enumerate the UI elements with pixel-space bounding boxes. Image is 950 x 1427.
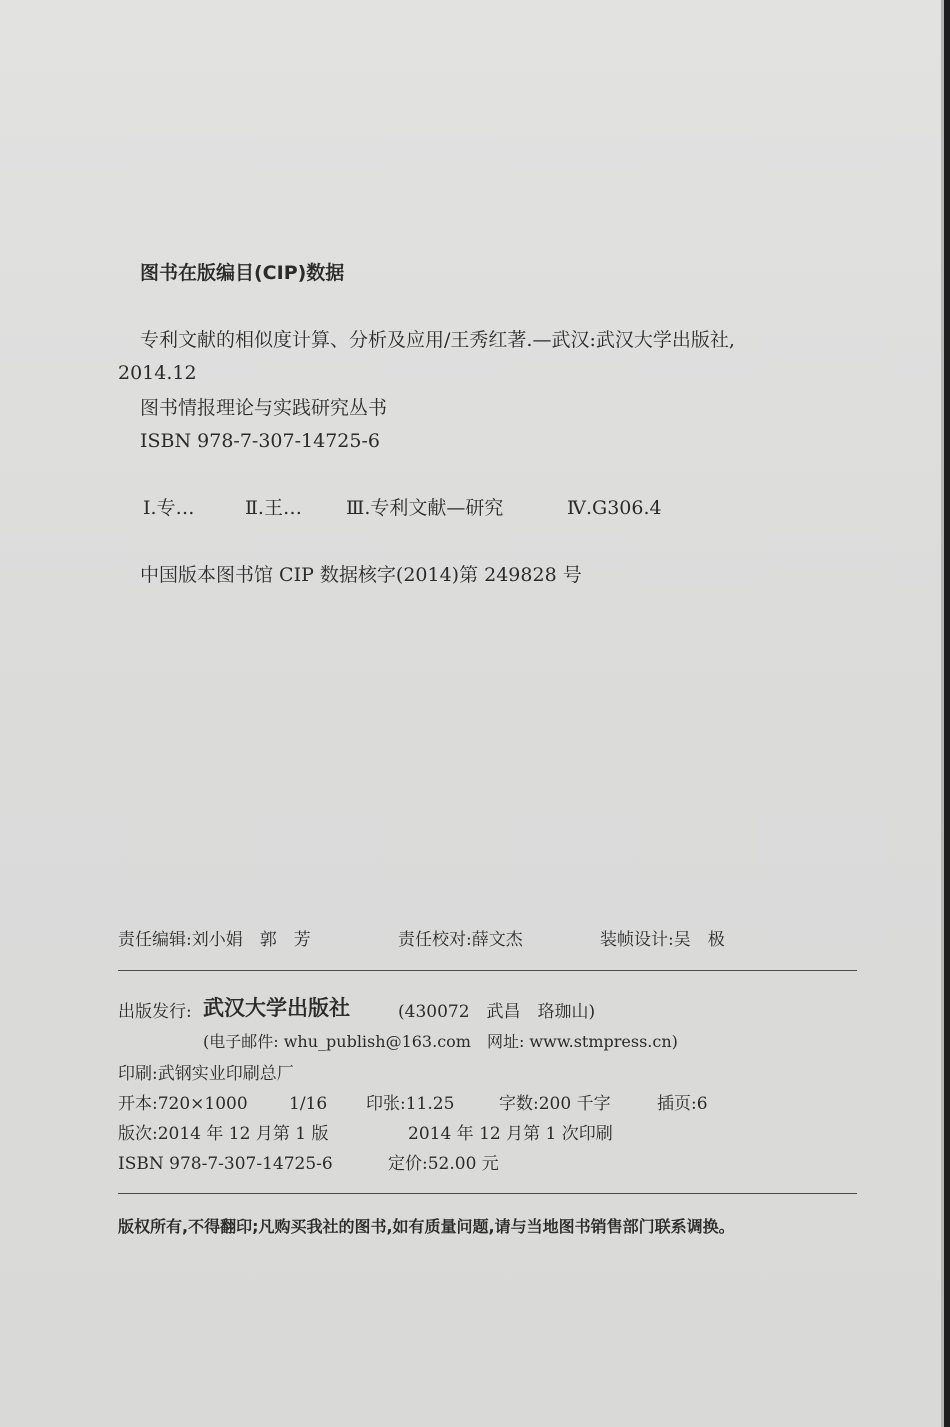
credit-editor: 责任编辑:刘小娟 郭 芳 [118,930,311,950]
cip-class-iv: Ⅳ.G306.4 [567,497,662,519]
cip-check-number: 中国版本图书馆 CIP 数据核字(2014)第 249828 号 [140,564,582,586]
print-format: 开本:720×1000 [118,1094,248,1114]
cip-heading: 图书在版编目(CIP)数据 [140,262,345,284]
cip-series: 图书情报理论与实践研究丛书 [140,397,388,419]
publisher-contact: (电子邮件: whu_publish@163.com 网址: www.stmpress.cn) [203,1032,678,1051]
copyright-notice: 版权所有,不得翻印;凡购买我社的图书,如有质量问题,请与当地图书销售部门联系调换。 [118,1217,735,1236]
print-edition: 版次:2014 年 12 月第 1 版 [118,1124,329,1144]
cip-class-i: Ⅰ.专… [143,497,195,519]
publisher-label: 出版发行: [118,1002,192,1022]
print-fold: 1/16 [289,1094,328,1114]
divider-bottom [118,1193,857,1194]
credit-proofreader: 责任校对:薛文杰 [398,930,523,950]
divider-top [118,970,857,971]
cip-isbn: ISBN 978-7-307-14725-6 [140,430,380,452]
page-edge [944,0,950,1427]
cip-citation-line1: 专利文献的相似度计算、分析及应用/王秀红著.—武汉:武汉大学出版社, [140,329,735,351]
print-isbn: ISBN 978-7-307-14725-6 [118,1154,333,1174]
print-price: 定价:52.00 元 [388,1154,499,1174]
credit-designer: 装帧设计:吴 极 [600,930,725,950]
print-sheets: 印张:11.25 [366,1094,455,1114]
printer: 印刷:武钢实业印刷总厂 [118,1064,294,1084]
print-impression: 2014 年 12 月第 1 次印刷 [408,1124,613,1144]
cip-class-ii: Ⅱ.王… [245,497,302,519]
publisher-address: (430072 武昌 珞珈山) [398,1002,596,1022]
cip-class-iii: Ⅲ.专利文献—研究 [346,497,504,519]
print-words: 字数:200 千字 [499,1094,611,1114]
cip-citation-line2: 2014.12 [118,362,197,384]
publisher-name: 武汉大学出版社 [203,996,350,1020]
print-plates: 插页:6 [657,1094,708,1114]
